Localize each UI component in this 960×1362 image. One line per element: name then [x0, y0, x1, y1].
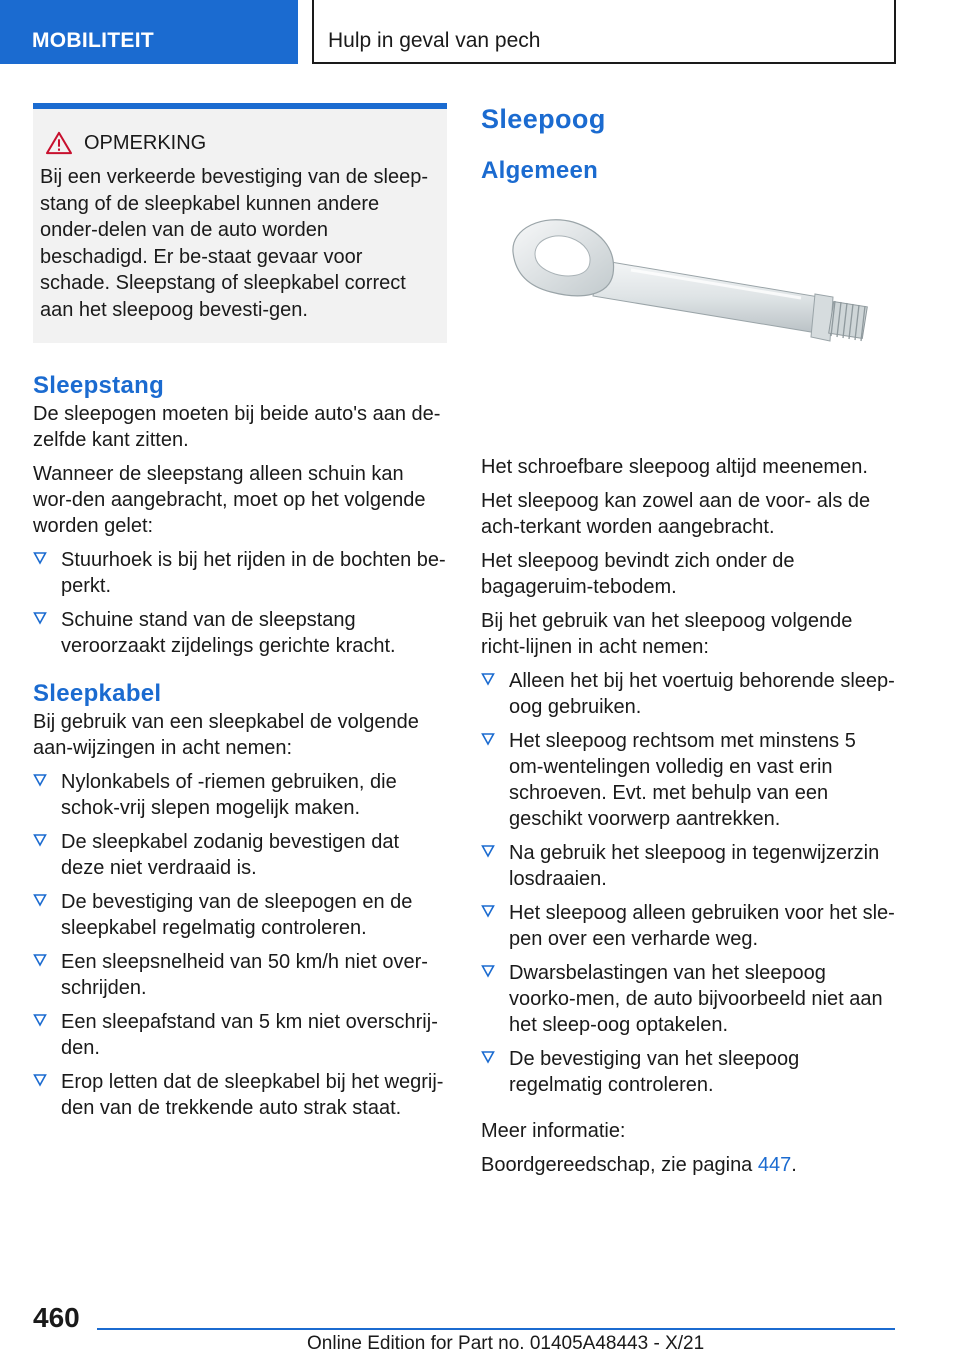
triangle-bullet-icon: [33, 1073, 47, 1087]
footer-edition: Online Edition for Part no. 01405A48443 - X/21: [307, 1333, 705, 1354]
list-item: Schuine stand van de sleepstang veroorzaakt zijdelings gerichte kracht.: [33, 607, 447, 659]
triangle-bullet-icon: [33, 953, 47, 967]
bullet-list-sleepkabel: [33, 769, 447, 1121]
bullet-list-sleepstang: [33, 547, 447, 659]
triangle-bullet-icon: [481, 844, 495, 858]
reference-line: [481, 1152, 895, 1178]
triangle-bullet-icon: [481, 672, 495, 686]
notice-title: OPMERKING: [84, 131, 207, 154]
list-item: Alleen het bij het voertuig behorende sleep-oog gebruiken.: [481, 668, 895, 720]
list-item: Nylonkabels of -riemen gebruiken, die schok-vrij slepen mogelijk maken.: [33, 769, 447, 821]
list-item: Een sleepafstand van 5 km niet overschrij-den.: [33, 1009, 447, 1061]
triangle-bullet-icon: [33, 773, 47, 787]
list-item: De sleepkabel zodanig bevestigen dat deze niet verdraaid is.: [33, 829, 447, 881]
notice-box: [33, 103, 447, 343]
list-item: De bevestiging van het sleepoog regelmatig controleren.: [481, 1046, 895, 1098]
paragraph: Het schroefbare sleepoog altijd meenemen.: [481, 456, 868, 478]
list-item: Erop letten dat de sleepkabel bij het wegrij-den van de trekkende auto strak staat.: [33, 1069, 447, 1121]
warning-icon: [44, 131, 74, 155]
reference-end: .: [791, 1154, 797, 1176]
notice-text: Bij een verkeerde bevestiging van de sleep-stang of de sleepkabel kunnen andere onder-delen van de auto worden beschadigd. Er be-staat gevaar voor schade. Sleepstang of sleepkabel correct aan het sleepoog bevesti-gen.: [40, 166, 429, 321]
footer-divider: [97, 1328, 895, 1330]
heading-sleepkabel: Sleepkabel: [33, 680, 162, 707]
page-reference-link[interactable]: 447: [757, 1154, 792, 1176]
heading-sleepoog: Sleepoog: [481, 104, 606, 134]
right-column: [481, 103, 895, 1186]
triangle-bullet-icon: [33, 1013, 47, 1027]
reference-text: Boordgereedschap, zie pagina: [481, 1154, 758, 1176]
triangle-bullet-icon: [481, 904, 495, 918]
towing-eye-illustration: [481, 200, 895, 420]
triangle-bullet-icon: [33, 551, 47, 565]
list-item: De bevestiging van de sleepogen en de sleepkabel regelmatig controleren.: [33, 889, 447, 941]
left-column: [33, 103, 447, 1141]
triangle-bullet-icon: [33, 893, 47, 907]
triangle-bullet-icon: [33, 833, 47, 847]
paragraph: Het sleepoog bevindt zich onder de bagageruim-tebodem.: [481, 550, 795, 598]
list-item: Het sleepoog rechtsom met minstens 5 om-wentelingen volledig en vast erin schroeven. Evt. met behulp van een geschikt voorwerp aantrekken.: [481, 728, 895, 832]
bullet-list-sleepoog: [481, 668, 895, 1098]
paragraph: Bij gebruik van een sleepkabel de volgende aan-wijzingen in acht nemen:: [33, 711, 419, 759]
more-info-label: Meer informatie:: [481, 1120, 626, 1142]
paragraph: Wanneer de sleepstang alleen schuin kan wor-den aangebracht, moet op het volgende worden gelet:: [33, 463, 426, 537]
section-tab: MOBILITEIT: [0, 0, 298, 64]
paragraph: Het sleepoog kan zowel aan de voor- als de ach-terkant worden aangebracht.: [481, 490, 871, 538]
page-number: 460: [33, 1302, 80, 1333]
list-item: Stuurhoek is bij het rijden in de bochten be-perkt.: [33, 547, 447, 599]
subheading-algemeen: Algemeen: [481, 157, 599, 184]
list-item: Het sleepoog alleen gebruiken voor het sle-pen over een verharde weg.: [481, 900, 895, 952]
paragraph: De sleepogen moeten bij beide auto's aan de-zelfde kant zitten.: [33, 403, 441, 451]
notice-header: [40, 131, 433, 155]
triangle-bullet-icon: [33, 611, 47, 625]
triangle-bullet-icon: [481, 1050, 495, 1064]
chapter-title: Hulp in geval van pech: [312, 0, 896, 64]
triangle-bullet-icon: [481, 964, 495, 978]
heading-sleepstang: Sleepstang: [33, 372, 165, 399]
list-item: Dwarsbelastingen van het sleepoog voorko-men, de auto bijvoorbeeld niet aan het sleep-oog optakelen.: [481, 960, 895, 1038]
list-item: Na gebruik het sleepoog in tegenwijzerzin losdraaien.: [481, 840, 895, 892]
list-item: Een sleepsnelheid van 50 km/h niet over-schrijden.: [33, 949, 447, 1001]
triangle-bullet-icon: [481, 732, 495, 746]
paragraph: Bij het gebruik van het sleepoog volgende richt-lijnen in acht nemen:: [481, 610, 853, 658]
